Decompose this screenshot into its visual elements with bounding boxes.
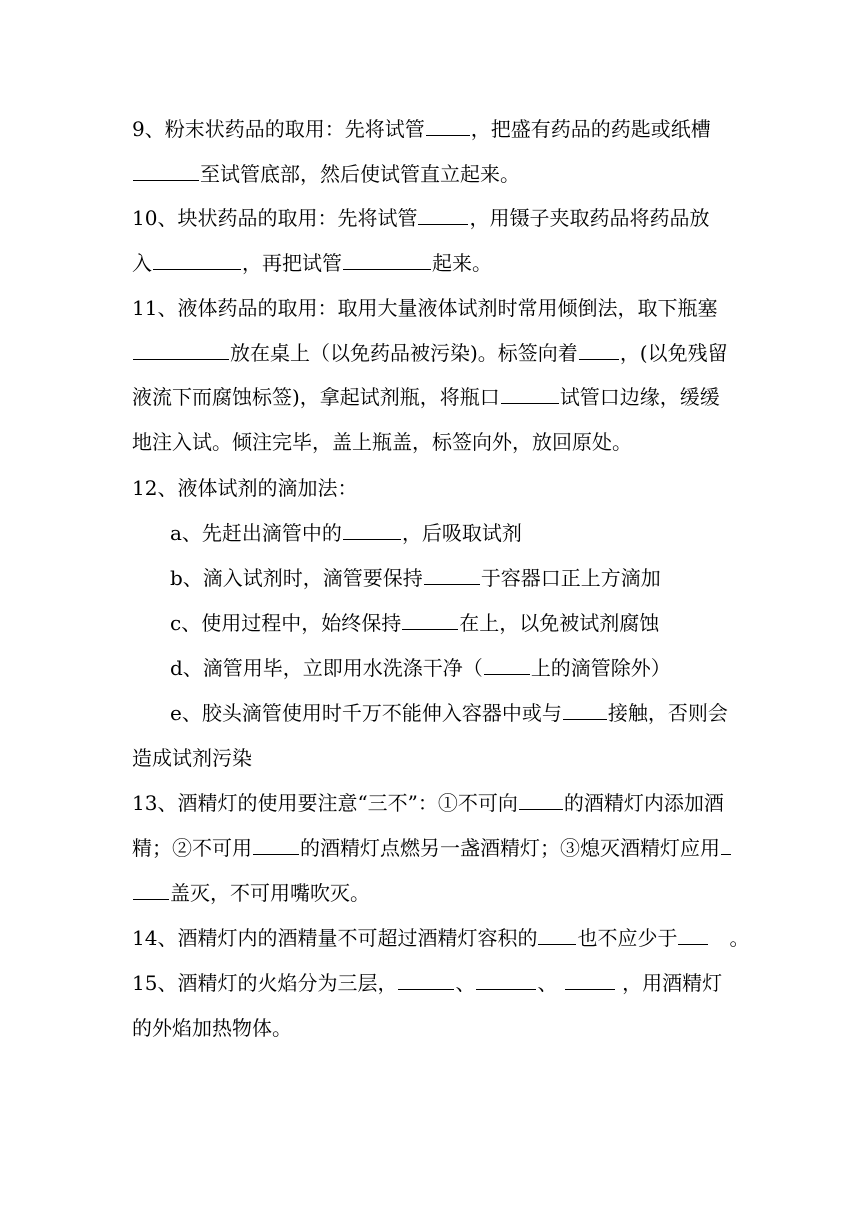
line-text: b、滴入试剂时，滴管要保持 bbox=[170, 566, 423, 590]
fill-in-blank[interactable] bbox=[678, 926, 708, 945]
line-text: 12、液体试剂的滴加法： bbox=[132, 476, 358, 500]
fill-in-blank[interactable] bbox=[253, 836, 299, 855]
line-text: 起来。 bbox=[432, 251, 492, 275]
text-line bbox=[132, 971, 722, 995]
line-text: 造成试剂污染 bbox=[132, 746, 252, 770]
text-line bbox=[170, 611, 659, 635]
line-text: ，(以免残留 bbox=[619, 341, 728, 365]
fill-in-blank[interactable] bbox=[418, 206, 468, 225]
fill-in-blank[interactable] bbox=[476, 971, 536, 990]
line-text: 至试管底部，然后使试管直立起来。 bbox=[200, 162, 520, 186]
fill-in-blank[interactable] bbox=[519, 791, 563, 810]
line-text: 。 bbox=[709, 926, 750, 950]
fill-in-blank[interactable] bbox=[565, 971, 615, 990]
fill-in-blank[interactable] bbox=[538, 926, 576, 945]
text-line bbox=[132, 1016, 292, 1040]
text-line bbox=[170, 566, 661, 590]
fill-in-blank[interactable] bbox=[484, 656, 530, 675]
fill-in-blank[interactable] bbox=[398, 971, 454, 990]
line-text: d、滴管用毕，立即用水洗涤干净（ bbox=[170, 656, 483, 680]
fill-in-blank[interactable] bbox=[343, 521, 401, 540]
line-text: 液流下而腐蚀标签)，拿起试剂瓶，将瓶口 bbox=[132, 385, 500, 409]
line-text: 13、酒精灯的使用要注意“三不”：①不可向 bbox=[132, 791, 518, 815]
line-text: ，用镊子夹取药品将药品放 bbox=[469, 206, 710, 230]
fill-in-blank[interactable] bbox=[579, 341, 619, 360]
text-line bbox=[132, 430, 632, 454]
line-text: 盖灭，不可用嘴吹灭。 bbox=[170, 881, 370, 905]
line-text: 14、酒精灯内的酒精量不可超过酒精灯容积的 bbox=[132, 926, 538, 950]
fill-in-blank[interactable] bbox=[133, 881, 169, 900]
fill-in-blank[interactable] bbox=[563, 701, 607, 720]
line-text: 11、液体药品的取用：取用大量液体试剂时常用倾倒法，取下瓶塞 bbox=[132, 296, 718, 320]
line-text: ，后吸取试剂 bbox=[401, 521, 522, 545]
line-text: 的酒精灯点燃另一盏酒精灯；③熄灭酒精灯应用 bbox=[300, 836, 720, 860]
line-text: 放在桌上（以免药品被污染)。标签向着 bbox=[230, 341, 578, 365]
line-text: 也不应少于 bbox=[577, 926, 678, 950]
line-text: 在上，以免被试剂腐蚀 bbox=[459, 611, 660, 635]
text-line bbox=[132, 117, 711, 141]
fill-in-blank[interactable] bbox=[133, 341, 229, 360]
line-text: 接触，否则会 bbox=[607, 701, 728, 725]
fill-in-blank[interactable] bbox=[426, 117, 470, 136]
line-text: 试管口边缘，缓缓 bbox=[559, 385, 720, 409]
text-line bbox=[132, 926, 749, 950]
line-text: 的外焰加热物体。 bbox=[132, 1016, 292, 1040]
text-line bbox=[170, 521, 522, 545]
line-text: 、 bbox=[455, 971, 476, 995]
line-text: 上的滴管除外） bbox=[530, 656, 671, 680]
line-text: 地注入试。倾注完毕，盖上瓶盖，标签向外，放回原处。 bbox=[132, 430, 632, 454]
text-line bbox=[132, 251, 492, 275]
text-line bbox=[132, 746, 252, 770]
text-line bbox=[132, 476, 357, 500]
line-text: 、 bbox=[537, 971, 564, 995]
fill-in-blank[interactable] bbox=[501, 385, 559, 404]
line-text: 的酒精灯内添加酒 bbox=[563, 791, 724, 815]
line-text: ，再把试管 bbox=[242, 251, 342, 275]
text-line bbox=[132, 836, 732, 860]
fill-in-blank[interactable] bbox=[424, 566, 480, 585]
fill-in-blank[interactable] bbox=[402, 611, 458, 630]
text-line bbox=[132, 162, 520, 186]
line-text: a、先赶出滴管中的 bbox=[170, 521, 342, 545]
line-text: 9、粉末状药品的取用：先将试管 bbox=[132, 117, 425, 141]
line-text: 10、块状药品的取用：先将试管 bbox=[132, 206, 418, 230]
line-text: e、胶头滴管使用时千万不能伸入容器中或与 bbox=[170, 701, 562, 725]
fill-in-blank[interactable] bbox=[343, 251, 431, 270]
line-text: ，把盛有药品的药匙或纸槽 bbox=[470, 117, 711, 141]
text-line bbox=[132, 296, 717, 320]
line-text: 精；②不可用 bbox=[132, 836, 252, 860]
line-text: 于容器口正上方滴加 bbox=[480, 566, 661, 590]
text-line bbox=[132, 881, 370, 905]
line-text: 入 bbox=[132, 251, 152, 275]
text-line bbox=[132, 206, 709, 230]
line-text: 15、酒精灯的火焰分为三层， bbox=[132, 971, 398, 995]
fill-in-blank[interactable] bbox=[133, 162, 199, 181]
fill-in-blank[interactable] bbox=[153, 251, 241, 270]
text-line bbox=[132, 341, 728, 365]
text-line bbox=[132, 385, 720, 409]
line-text: c、使用过程中，始终保持 bbox=[170, 611, 402, 635]
line-text: ，用酒精灯 bbox=[615, 971, 723, 995]
text-line bbox=[170, 656, 671, 680]
fill-in-blank[interactable] bbox=[721, 836, 731, 855]
text-line bbox=[132, 791, 724, 815]
text-line bbox=[170, 701, 728, 725]
